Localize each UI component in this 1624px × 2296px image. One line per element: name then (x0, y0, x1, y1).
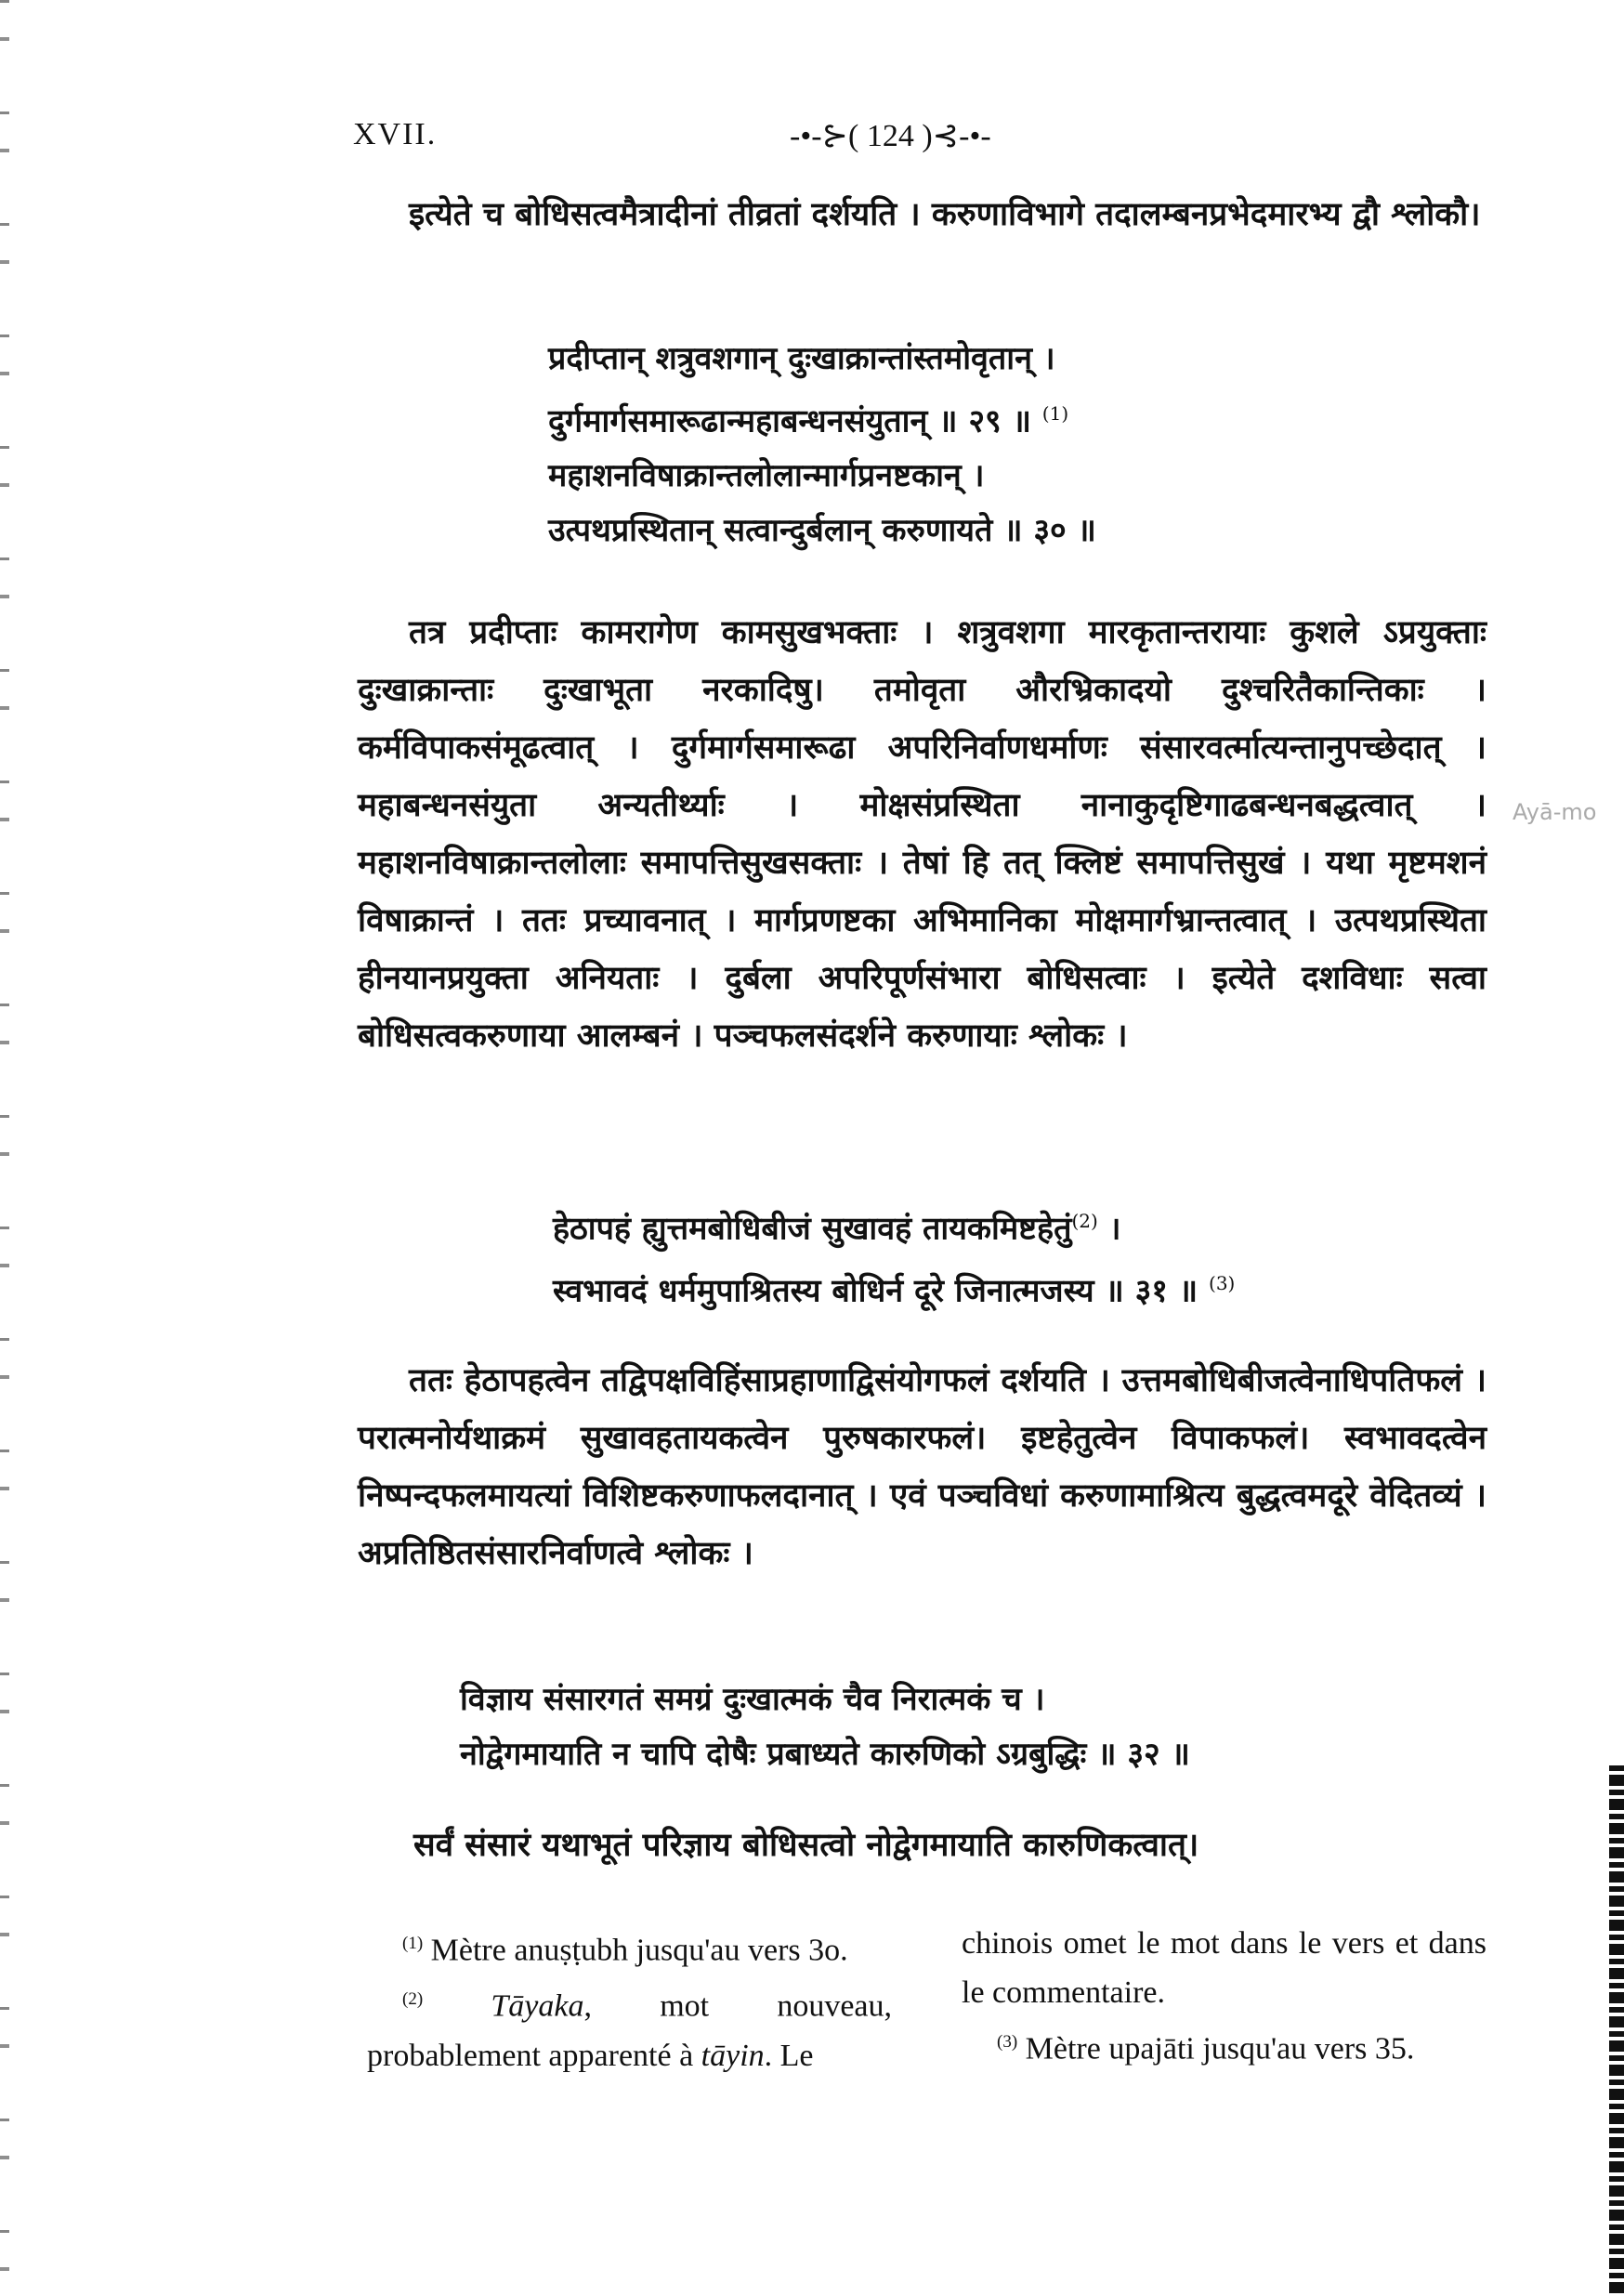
verse-line: उत्पथप्रस्थितान् सत्वान्दुर्बलान् करुणायते ॥ ३० ॥ (548, 512, 1096, 550)
scan-left-edge (0, 0, 9, 2296)
paragraph-commentary-1: तत्र प्रदीप्ताः कामरागेण कामसुखभक्ताः । शत्रुवशगा मारकृतान्तरायाः कुशले ऽप्रयुक्ताः दुःखाक्रान्ताः दुःखाभूता नरकादिषु। तमोवृता औरभ्रिकादयो दुश्चरितैकान्तिकाः । कर्मविपाकसंमूढत्वात् । दुर्गमार्गसमारूढा अपरिनिर्वाणधर्माणः संसारवर्त्मात्यन्तानुपच्छेदात् । महाबन्धनसंयुता अन्यतीर्थ्याः । मोक्षसंप्रस्थिता नानाकुदृष्टिगाढबन्धनबद्धत्वात् । महाशनविषाक्रान्तलोलाः समापत्तिसुखसक्ताः । तेषां हि तत् क्लिष्टं समापत्तिसुखं । यथा मृष्टमशनं विषाक्रान्तं । ततः प्रच्यावनात् । मार्गप्रणष्टका अभिमानिका मोक्षमार्गभ्रान्तत्वात् । उत्पथप्रस्थिता हीनयानप्रयुक्ता अनियताः । दुर्बला अपरिपूर्णसंभारा बोधिसत्वाः । इत्येते दशविधाः सत्वा बोधिसत्वकरुणाया आलम्बनं । पञ्चफलसंदर्शने करुणायाः श्लोकः । (358, 613, 1486, 1055)
footnotes-right-column (962, 1919, 1486, 2073)
footnote-ref: (3) (1209, 1272, 1236, 1295)
footnote-2-continued: chinois omet le mot dans le vers et dans le commentaire. (962, 1926, 1486, 2010)
footnote-ref: (1) (1041, 402, 1069, 425)
verse-line: हेठापहं ह्युत्तमबोधिबीजं सुखावहं तायकमिष्टहेतुं$^{(2)}$ । (553, 1210, 1121, 1248)
paragraph-commentary-2: ततः हेठापहत्वेन तद्विपक्षविहिंसाप्रहाणाद्विसंयोगफलं दर्शयति । उत्तमबोधिबीजत्वेनाधिपतिफलं । परात्मनोर्यथाक्रमं सुखावहतायकत्वेन पुरुषकारफलं। इष्टहेतुत्वेन विपाकफलं। स्वभावदत्वेन निष्पन्दफलमायत्यां विशिष्टकरुणाफलदानात् । एवं पञ्चविधां करुणामाश्रित्य बुद्धत्वमदूरे वेदितव्यं । अप्रतिष्ठितसंसारनिर्वाणत्वे श्लोकः । (358, 1361, 1486, 1572)
chapter-number: XVII. (353, 117, 438, 151)
verse-32 (460, 1673, 1190, 1782)
footnote-3: $^{(3)}$ Mètre upajāti jusqu'au vers 35. (997, 2031, 1415, 2066)
footnote-1: $^{(1)}$ Mètre anuṣṭubh jusqu'au vers 3o. (402, 1933, 848, 1968)
footnote-ref: (2) (1071, 1210, 1098, 1232)
footnote-2: $^{(2)}$ Tāyaka, mot nouveau, probablement apparenté à tāyin. Le (367, 1988, 893, 2073)
verse-line: स्वभावदं धर्ममुपाश्रितस्य बोधिर्न दूरे जिनात्मजस्य ॥ ३१ ॥ $^{(3)}$ (553, 1272, 1236, 1310)
paragraph-commentary-3: सर्वं संसारं यथाभूतं परिज्ञाय बोधिसत्वो नोद्वेगमायाति कारुणिकत्वात्। (413, 1826, 1199, 1864)
verse-line: प्रदीप्तान् शत्रुवशगान् दुःखाक्रान्तांस्तमोवृतान् । (548, 340, 1055, 377)
margin-annotation: Ayā-mo (1513, 799, 1597, 825)
footnotes-left-column (367, 1919, 892, 2080)
verse-line: महाशनविषाक्रान्तलोलान्मार्गप्रनष्टकान् । (548, 457, 985, 495)
verse-line: नोद्वेगमायाति न चापि दोषैः प्रबाध्यते कारुणिको ऽग्रबुद्धिः ॥ ३२ ॥ (460, 1736, 1190, 1773)
verse-29-30 (548, 332, 1096, 558)
verse-line: विज्ञाय संसारगतं समग्रं दुःखात्मकं चैव निरात्मकं च । (460, 1681, 1045, 1718)
scan-right-edge (1609, 1765, 1624, 2296)
paragraph-intro: इत्येते च बोधिसत्वमैत्रादीनां तीव्रतां दर्शयति । करुणाविभागे तदालम्बनप्रभेदमारभ्य द्वौ श्लोकौ। (409, 195, 1481, 233)
page-number: -•-⊱( 124 )⊰-•- (790, 119, 991, 153)
verse-31 (553, 1194, 1235, 1319)
page-header (353, 117, 1291, 164)
verse-line: दुर्गमार्गसमारूढान्महाबन्धनसंयुतान् ॥ २९ ॥ $^{(1)}$ (548, 402, 1069, 440)
